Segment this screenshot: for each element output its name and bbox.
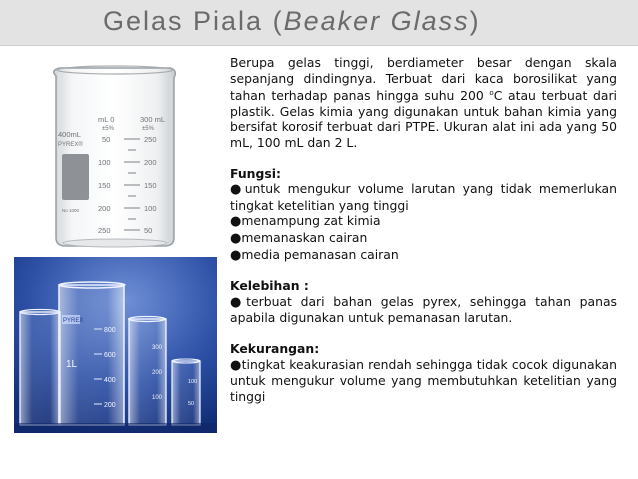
group-brand: PYREX — [63, 318, 84, 324]
kekurangan-item-1 — [230, 357, 617, 405]
slide-title — [103, 6, 481, 37]
bullet-icon: ● — [230, 182, 245, 198]
scale-left-3: 100 — [98, 158, 111, 167]
beakers-group-illustration — [14, 257, 217, 433]
fungsi-item-2-text: menampung zat kimia — [241, 213, 381, 229]
scale-left-2: 50 — [102, 135, 111, 144]
beaker-brand: PYREX® — [58, 142, 83, 148]
group-mark-1: 600 — [104, 352, 116, 359]
title-main: Gelas Piala ( — [103, 6, 284, 36]
kelebihan-item-1-text: terbuat dari bahan gelas pyrex, sehingga tahan panas apabila digunakan untuk pemanasan larutan. — [230, 293, 617, 326]
bullet-icon: ● — [230, 357, 242, 373]
fungsi-item-1-text: untuk mengukur volume larutan yang tidak memerlukan tingkat ketelitian yang tinggi — [230, 181, 617, 213]
bullet-icon: ● — [230, 214, 242, 230]
beakers-group-photo — [14, 257, 217, 433]
group-small-mark-0: 300 — [152, 345, 163, 351]
beaker-photo — [42, 62, 187, 252]
bullet-icon: ● — [230, 294, 247, 310]
group-big-label: 1L — [66, 359, 78, 370]
group-mark-3: 200 — [104, 402, 116, 409]
bullet-icon: ● — [230, 247, 242, 263]
kelebihan-heading: Kelebihan : — [230, 278, 309, 294]
scale-left-0: mL 0 — [98, 115, 115, 124]
bullet-icon: ● — [230, 230, 242, 246]
scale-left-5: 200 — [98, 204, 111, 213]
group-mini-mark-1: 50 — [188, 401, 195, 407]
scale-left-6: 250 — [98, 226, 111, 235]
beaker-catalog: No 1000 — [62, 208, 80, 213]
title-bar — [0, 0, 638, 46]
description-text-2: C atau terbuat dari plastik. Gelas kimia yang digunakan untuk bahan kimia yang bersifat korosif terbuat dari PTPE. Ukuran alat ini ada yang 50 mL, 100 mL dan 2 L. — [230, 88, 617, 150]
scale-left-4: 150 — [98, 181, 111, 190]
kelebihan-item-1 — [230, 294, 617, 326]
fungsi-item-2 — [230, 213, 617, 230]
fungsi-item-4 — [230, 247, 617, 264]
fungsi-item-1 — [230, 181, 617, 213]
degree-superscript: o — [489, 89, 494, 98]
group-small-mark-1: 200 — [152, 370, 163, 376]
marking-spot — [62, 154, 89, 200]
title-italic: Beaker Glass — [283, 6, 470, 36]
fungsi-item-4-text: media pemanasan cairan — [241, 246, 399, 262]
kekurangan-heading: Kekurangan: — [230, 340, 320, 356]
description-paragraph — [230, 55, 617, 151]
scale-left-1: ±5% — [102, 126, 114, 132]
kekurangan-item-1-text: tingkat keakurasian rendah sehingga tidak cocok digunakan untuk mengukur volume yang membutuhkan ketelitian yang tinggi — [230, 356, 617, 404]
group-small-mark-2: 100 — [152, 395, 163, 401]
scale-right-2: 250 — [144, 135, 157, 144]
scale-right-1: ±5% — [142, 126, 154, 132]
fungsi-item-3-text: memanaskan cairan — [241, 229, 368, 245]
fungsi-heading: Fungsi: — [230, 165, 281, 181]
scale-right-0: 300 mL — [140, 115, 166, 124]
scale-right-4: 150 — [144, 181, 157, 190]
group-mark-2: 400 — [104, 377, 116, 384]
scale-right-3: 200 — [144, 158, 157, 167]
beaker-illustration — [42, 62, 187, 252]
description-text-1: Berupa gelas tinggi, berdiameter besar dengan skala sepanjang dindingnya. Terbuat dari kaca borosilikat yang tahan terhadap panas hingga suhu 200 — [230, 55, 617, 104]
group-mark-0: 800 — [104, 327, 116, 334]
scale-right-5: 100 — [144, 204, 157, 213]
group-mini-mark-0: 100 — [188, 379, 198, 385]
beaker-capacity: 400mL — [58, 130, 81, 139]
scale-right-6: 50 — [144, 226, 153, 235]
fungsi-item-3 — [230, 230, 617, 247]
content-column — [230, 55, 617, 404]
title-close: ) — [469, 6, 481, 36]
